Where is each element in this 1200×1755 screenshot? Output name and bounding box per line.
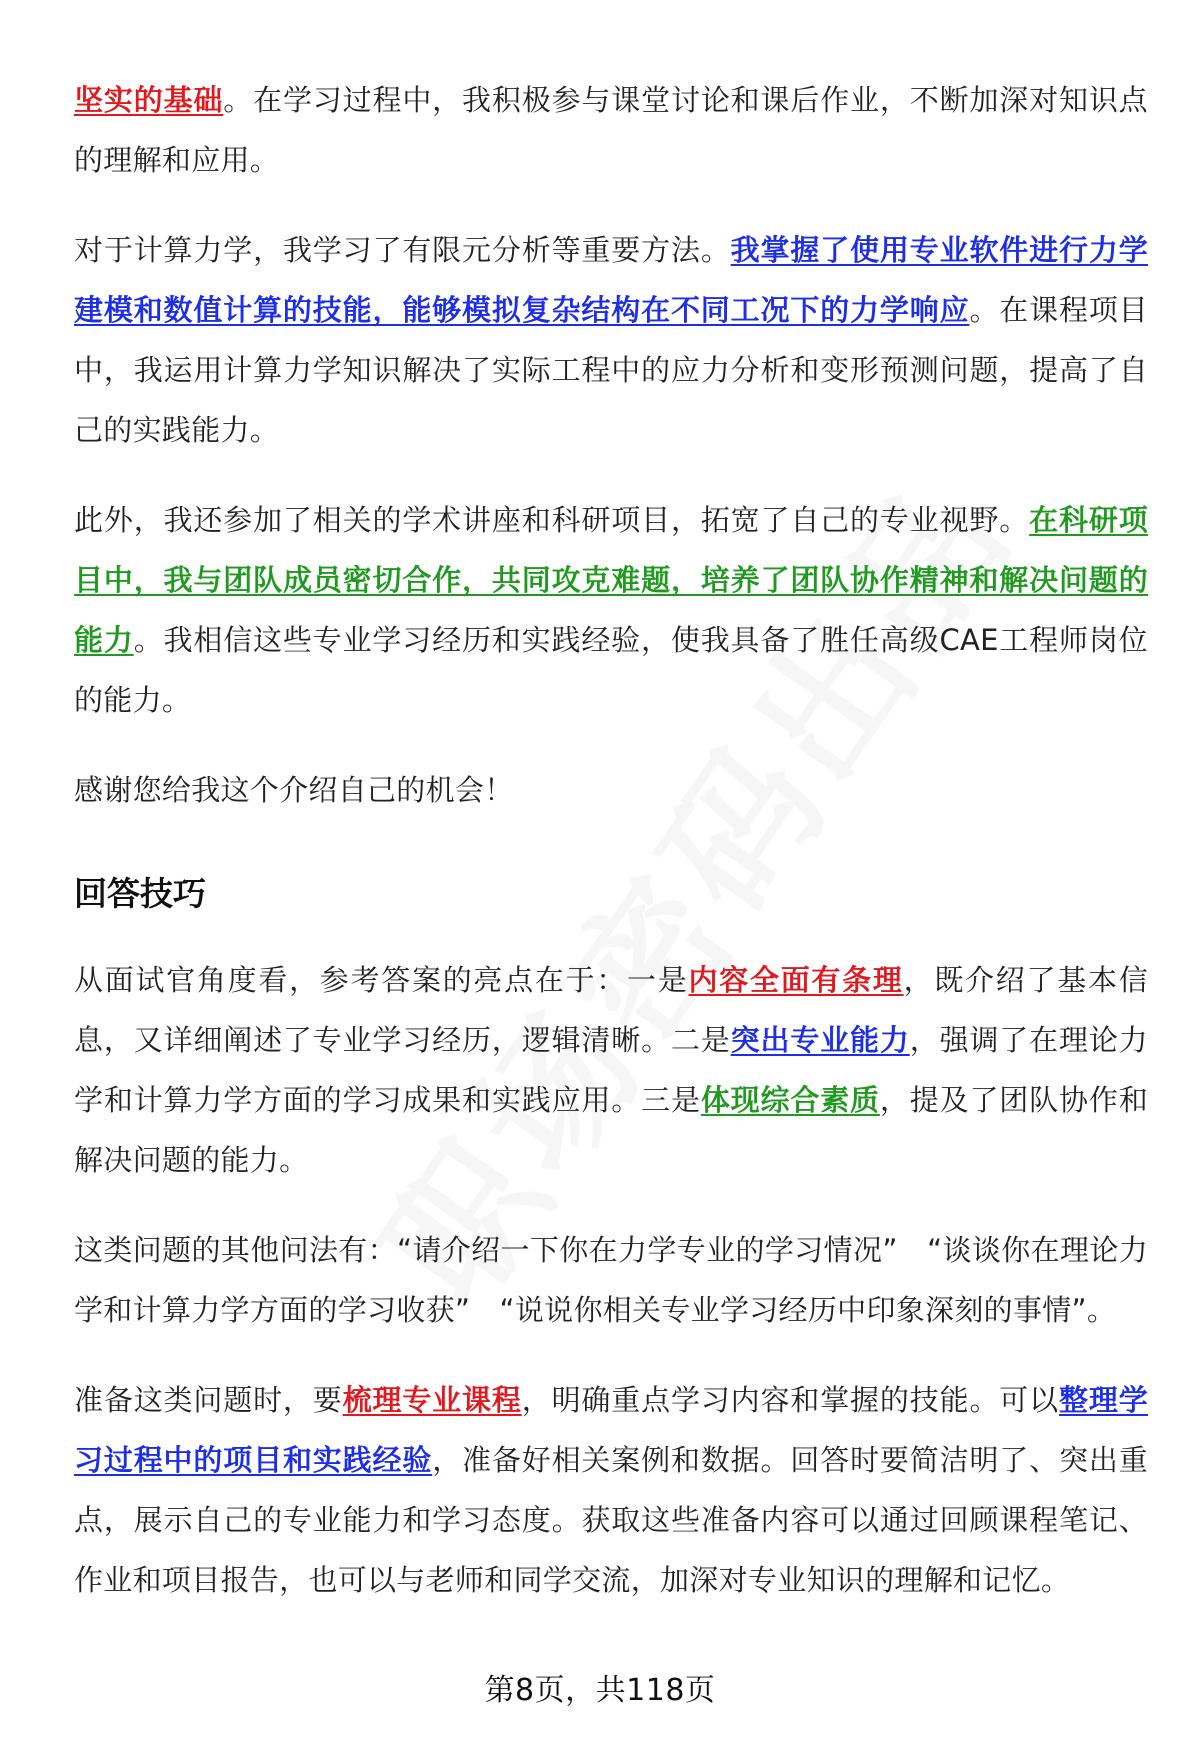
paragraph-text: ，既介绍了基本信息，又详细阐述了专业学习经历，逻辑清晰。二是 <box>74 963 1148 1057</box>
paragraph-text: 准备这类问题时，要 <box>74 1383 343 1417</box>
paragraph-text: 。在课程项目中，我运用计算力学知识解决了实际工程中的应力分析和变形预测问题，提高了自己的实践能力。 <box>74 293 1148 447</box>
highlight-software-skills: 我掌握了使用专业软件进行力学建模和数值计算的技能，能够模拟复杂结构在不同工况下的力学响应 <box>74 233 1148 327</box>
document-body <box>74 70 1148 1610</box>
paragraph-text: 。在学习过程中，我积极参与课堂讨论和课后作业，不断加深对知识点的理解和应用。 <box>74 83 1148 177</box>
paragraph-text: ，明确重点学习内容和掌握的技能。可以 <box>521 1383 1059 1417</box>
paragraph-thanks: 感谢您给我这个介绍自己的机会！ <box>74 773 514 807</box>
paragraph-computational-mechanics <box>74 220 1148 460</box>
paragraph-text: 。我相信这些专业学习经历和实践经验，使我具备了胜任高级CAE工程师岗位的能力。 <box>74 623 1148 717</box>
paragraph-foundation <box>74 70 1148 190</box>
paragraph-text: ，准备好相关案例和数据。回答时要简洁明了、突出重点，展示自己的专业能力和学习态度。获取这些准备内容可以通过回顾课程笔记、作业和项目报告，也可以与老师和同学交流，加深对专业知识的理解和记忆。 <box>74 1443 1148 1597</box>
highlight-professional-ability: 突出专业能力 <box>730 1023 910 1057</box>
page-number: 第8页，共118页 <box>484 1673 716 1708</box>
highlight-comprehensive: 内容全面有条理 <box>688 963 904 997</box>
highlight-courses: 梳理专业课程 <box>342 1383 522 1417</box>
highlight-projects: 整理学习过程中的项目和实践经验 <box>74 1383 1148 1477</box>
highlight-solid-foundation: 坚实的基础 <box>74 83 224 117</box>
paragraph-text: ，强调了在理论力学和计算力学方面的学习成果和实践应用。三是 <box>74 1023 1148 1117</box>
highlight-teamwork: 在科研项目中，我与团队成员密切合作，共同攻克难题，培养了团队协作精神和解决问题的能力 <box>74 503 1149 657</box>
paragraph-text: ，提及了团队协作和解决问题的能力。 <box>74 1083 1148 1177</box>
paragraph-preparation <box>74 1370 1148 1610</box>
section-heading: 回答技巧 <box>74 874 206 913</box>
paragraph-highlights <box>74 950 1148 1190</box>
paragraph-research <box>74 490 1148 730</box>
paragraph-other-questions: 这类问题的其他问法有：“请介绍一下你在力学专业的学习情况” “谈谈你在理论力学和计算力学方面的学习收获” “说说你相关专业学习经历中印象深刻的事情”。 <box>74 1233 1148 1327</box>
paragraph-text: 此外，我还参加了相关的学术讲座和科研项目，拓宽了自己的专业视野。 <box>74 503 1030 537</box>
paragraph-text: 对于计算力学，我学习了有限元分析等重要方法。 <box>74 233 731 267</box>
highlight-overall-quality: 体现综合素质 <box>700 1083 880 1117</box>
paragraph-text: 从面试官角度看，参考答案的亮点在于：一是 <box>74 963 689 997</box>
